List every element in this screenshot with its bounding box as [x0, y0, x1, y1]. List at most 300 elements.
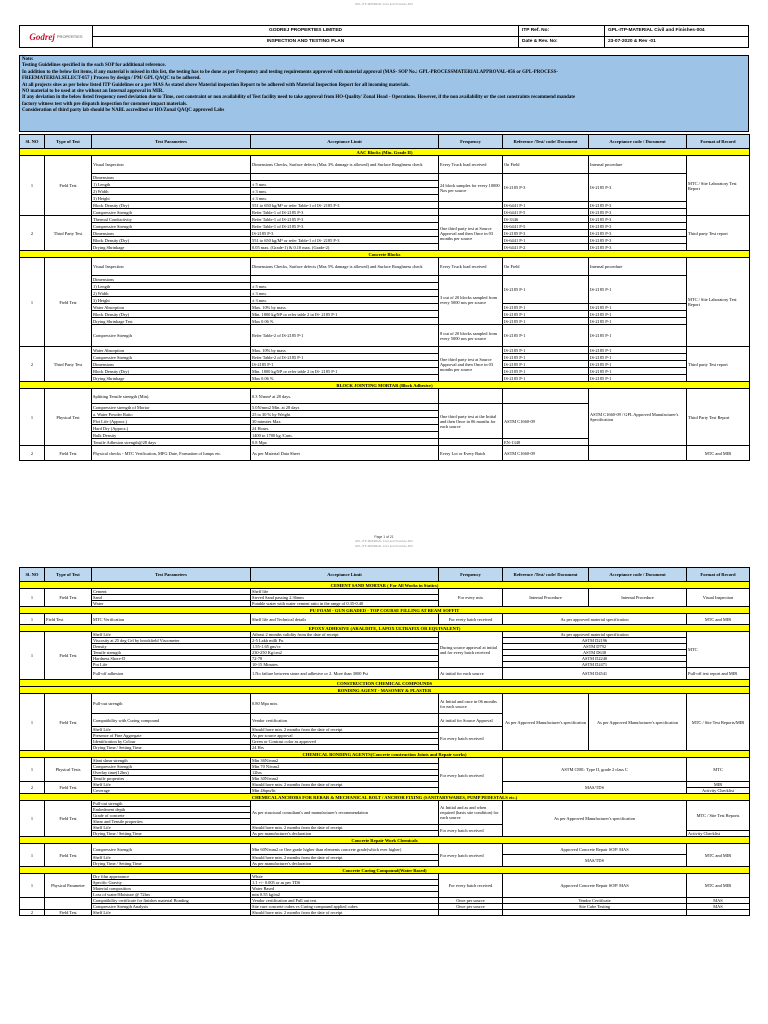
table-cell: IS-2185 P-3 — [589, 216, 687, 223]
table-cell: IS-2185 P-3 — [589, 174, 687, 202]
table-cell: 1.1 +/- 0.005 or as per TDS — [251, 880, 439, 886]
sl-number: 2 — [20, 782, 45, 794]
section-title: Concrete Blocks — [20, 251, 750, 258]
table-cell: Bulk Density — [92, 432, 251, 439]
table-cell: Max 0.06 % — [251, 318, 439, 325]
table-cell — [439, 439, 503, 446]
table-cell: 72-78 — [251, 656, 439, 662]
column-header: Frequency — [439, 568, 503, 582]
table-cell: Sand — [92, 595, 251, 601]
header-fine-print: GPL-ITP-MATERIAL Civil and Finishes-004 — [355, 3, 413, 6]
table-cell: As per structural consultant's and manufacturer's recommendation — [251, 801, 439, 825]
table-cell: One third party test at Source Approval and then Once in 03 months per source — [439, 347, 503, 382]
test-type: Field Test — [45, 446, 92, 461]
note-line: If any deviation in the below listed frequency need deviation due to Time, cost constraint or non availability of Test facility need to take approval from HO-Quality/ Zonal Head - Operations. However, if the non availability or the cost constraints recommend mandate — [22, 95, 576, 101]
table-cell: Compressive Strength — [92, 325, 251, 347]
table-cell: IS-6441 P-5 — [503, 223, 589, 230]
table-cell: ASTM D2240 — [503, 656, 687, 662]
note-line: Note: — [22, 57, 34, 62]
note-line: FREEMATERIALSELECT-057 ) Process by design / PM/ GPL QAQC to be adhered. — [22, 76, 201, 82]
table-cell: Shelf Life — [92, 727, 251, 733]
table-cell: 12hrs — [251, 770, 439, 776]
table-cell: MTC and MIR — [687, 614, 750, 625]
table-cell: As per manufacturer's declaration — [251, 861, 439, 867]
table-cell: Compressive Strength — [92, 223, 251, 230]
sl-number: 1 — [20, 389, 45, 446]
table-row — [20, 209, 750, 216]
table-cell: Shelf Life — [92, 855, 251, 861]
table-cell: 24 block samples for every 10000 Nos per source — [439, 174, 503, 202]
table-cell: Min 60N/mm2 or One grade higher than elements concrete grade(which ever higher) — [251, 844, 439, 855]
table-cell: Block Density (Dry) — [92, 311, 251, 318]
table-cell: MAS/TDS — [503, 855, 687, 867]
notes-box — [19, 55, 749, 132]
itp-table-page-1 — [19, 134, 750, 461]
table-cell: MTC / Site Laboratory Test Report — [687, 258, 750, 347]
date-value: 23-07-2020 & Rev -01 — [608, 39, 656, 44]
table-cell: IS-2185 P-1 — [503, 375, 589, 382]
table-cell: IS-2185 P-3 — [503, 230, 589, 237]
table-cell: IS-2185 P-3 — [251, 230, 439, 237]
table-cell: Pull-out strength — [92, 694, 251, 714]
table-cell: ± 3 mm. — [251, 188, 439, 195]
table-cell: 3) Height — [92, 195, 251, 202]
test-type: Field Test — [45, 589, 92, 607]
table-cell: IS-2185 P-1 — [589, 318, 687, 325]
table-cell: As per approved material specification — [503, 614, 687, 625]
table-cell: Vendor certification and Pull out test — [251, 898, 439, 904]
table-row — [20, 751, 750, 758]
table-cell: ASTM C881: Type II, grade 2 class C — [503, 758, 687, 782]
section-title: CEMENT SAND MORTAR ( For All Works in Statics) — [20, 582, 750, 589]
table-cell: 3 out of 20 blocks sampled from every 5000 nos per source — [439, 276, 503, 325]
table-cell: Tensile properties — [92, 776, 251, 782]
table-row — [20, 361, 750, 368]
table-cell: Drying Time / Setting Time — [92, 745, 251, 751]
table-cell — [251, 174, 439, 181]
table-row — [20, 304, 750, 311]
column-header: Sl. NO — [20, 568, 45, 582]
table-row — [20, 156, 750, 174]
table-row — [20, 582, 750, 589]
table-row — [20, 389, 750, 404]
table-cell: IS-6441 P-1 — [503, 202, 589, 209]
table-cell: IS-2185 P-1 — [503, 354, 589, 361]
table-cell: ASTM C1660-09 / GPL Approved Manufacturer's Specification — [589, 389, 687, 446]
table-cell: Pull-out strength — [92, 801, 251, 807]
table-row — [20, 867, 750, 874]
table-cell — [439, 202, 503, 209]
table-cell: IS-2185 P-1 — [589, 368, 687, 375]
company-logo — [20, 26, 93, 47]
table-cell: On Field — [503, 156, 589, 174]
table-cell: Visual Inspection — [687, 589, 750, 607]
table-cell: Max 0.06 % — [251, 375, 439, 382]
sl-number: 2 — [20, 910, 45, 916]
table-cell: ASTM C1660-09 — [503, 446, 589, 461]
test-type: Third Party Test — [45, 216, 92, 251]
page2-fine-print: GPL-ITP-MATERIAL Civil and Finishes-004 — [355, 545, 413, 548]
table-cell: IS-2185 P-3 — [589, 223, 687, 230]
table-row — [20, 382, 750, 389]
table-cell: Activity Checklist — [687, 831, 750, 837]
table-cell: 24 Hrs — [251, 745, 439, 751]
column-header: Frequency — [439, 135, 503, 149]
table-cell: Splitting Tensile strength (Min). — [92, 389, 251, 404]
table-cell: Every Truck load received — [439, 156, 503, 174]
document-header — [19, 25, 749, 48]
table-cell: Water Based — [251, 886, 439, 892]
table-cell: 551 to 650 kg/M³ or refer Table-1 of IS- 2185 P-3 — [251, 202, 439, 209]
table-cell: Cement — [92, 589, 251, 595]
table-cell: Compatibility with Curing compound — [92, 714, 251, 727]
table-cell: On Field — [503, 258, 589, 276]
table-cell: a. Water Powder Ratio — [92, 411, 251, 418]
table-cell: Approved Concrete Repair SOP/ MAS — [503, 874, 687, 898]
table-cell: Pull-off adhesion — [92, 668, 251, 680]
table-cell: 0.8 Mpa — [251, 439, 439, 446]
column-header: Format of Record — [687, 568, 750, 582]
table-cell: min 0.55 kg/m2 — [251, 892, 439, 898]
table-cell: Water Absorption — [92, 347, 251, 354]
table-cell: Block Density (Dry) — [92, 237, 251, 244]
table-cell: 24 Hours. — [251, 425, 439, 432]
sl-number: 1 — [20, 694, 45, 751]
column-header: Type of Test — [45, 135, 92, 149]
section-title: CHEMICAL BONDING AGENTS(Concrete construction Joints and Repair works) — [20, 751, 750, 758]
table-cell: IS-2185 P-3 — [589, 209, 687, 216]
table-cell: IS-2185 P-3 — [503, 174, 589, 202]
table-cell: IS-2185 P-1 — [251, 361, 439, 368]
table-cell: MTC / Site Laboratory Test Report — [687, 156, 750, 216]
table-row — [20, 318, 750, 325]
sl-number: 1 — [20, 844, 45, 867]
table-cell: Pull-off test report and MIR — [687, 668, 750, 680]
table-cell: 1400 to 1700 kg /Cum. — [251, 432, 439, 439]
table-cell: For every mix — [439, 589, 503, 607]
table-cell: Min 30N/mm2 — [251, 776, 439, 782]
plan-title: INSPECTION AND TESTING PLAN — [93, 37, 519, 47]
table-cell: 1.55-1.65 gm/cc — [251, 644, 439, 650]
table-cell: Max. 10% by mass — [251, 304, 439, 311]
table-row — [20, 237, 750, 244]
table-row — [20, 568, 750, 582]
test-type: Field Test — [45, 156, 92, 216]
table-row — [20, 230, 750, 237]
table-cell: ASTM D2196 — [503, 638, 687, 644]
table-cell: 3) Height — [92, 297, 251, 304]
table-cell: As per Approved Manufacturer's specification — [503, 801, 687, 837]
table-cell: ASTM D2471 — [503, 662, 687, 668]
table-cell: Grade of concrete — [92, 813, 251, 819]
table-row — [20, 244, 750, 251]
itp-ref-label: ITP Ref. No: — [519, 26, 605, 37]
table-cell: For every batch received — [439, 727, 503, 751]
table-cell: Drying Shrinkage — [92, 244, 251, 251]
table-cell — [439, 209, 503, 216]
table-cell: Coverage — [92, 788, 251, 794]
table-cell: 0.05 max. (Grade-1) & 0.10 max. (Grade-2) — [251, 244, 439, 251]
table-row — [20, 354, 750, 361]
table-cell: Refer Table-2 of IS-2185 P-1 — [251, 354, 439, 361]
table-cell: IS-6441 P-5 — [503, 209, 589, 216]
table-cell: IS-2185 P-1 — [503, 325, 589, 347]
table-cell: Block Density (Dry) — [92, 202, 251, 209]
table-cell: Internal procedure — [589, 156, 687, 174]
table-cell: Refer Table-1 of IS-2185 P-3 — [251, 216, 439, 223]
test-type: Physical Test — [45, 389, 92, 446]
section-title: Concrete Repair Work Chemicals — [20, 837, 750, 844]
table-cell: Potable water with water cement ratio in the range of 0.35-0.40 — [251, 601, 439, 607]
table-cell: 5.0N/mm2 Min. at 28 days — [251, 404, 439, 411]
table-cell — [687, 910, 750, 916]
table-cell: IS-2185 P-1 — [589, 276, 687, 304]
table-cell: ± 3 mm. — [251, 195, 439, 202]
table-cell: Compressive Strength — [92, 844, 251, 855]
table-cell: Compressive Strength — [92, 209, 251, 216]
table-cell: Should have min. 2 months from the date of receipt — [251, 910, 439, 916]
table-row — [20, 694, 750, 714]
table-cell: MTC and MIR — [687, 874, 750, 898]
itp-table-page-2 — [19, 567, 750, 916]
table-cell: Compressive Strength Analysis — [92, 904, 251, 910]
table-cell: As per Approved Manufacturer's specification — [503, 694, 589, 751]
table-cell: MTC / Site Test Reports — [687, 801, 750, 831]
table-cell: Hard Dry (Approx.) — [92, 425, 251, 432]
table-row — [20, 149, 750, 156]
section-title: BLOCK JOINTING MORTAR (Block Adhesive) — [20, 382, 750, 389]
table-cell: One third party test at Source Approval and then Once in 03 months per source — [439, 216, 503, 251]
table-row — [20, 216, 750, 223]
test-type: Physical Tests — [45, 758, 92, 782]
table-cell: MAS/TDS — [503, 782, 687, 794]
table-row — [20, 347, 750, 354]
table-cell: IS-2185 P-3 — [589, 237, 687, 244]
table-cell: Green or Contrast color as approved — [251, 739, 439, 745]
table-cell: 1) Length — [92, 283, 251, 290]
table-cell: Internal Procedure — [503, 589, 589, 607]
table-cell: Loss of water/Moisture @ 72hrs — [92, 892, 251, 898]
note-line: NO material to be used at site without an Internal approval in MIR. — [22, 89, 164, 95]
logo-text: Godrej — [29, 31, 55, 42]
column-header: Sl. NO — [20, 135, 45, 149]
table-cell: Overlay time(12hrs) — [92, 770, 251, 776]
table-cell: IS-2185 P-1 — [503, 361, 589, 368]
test-type: Field Test — [45, 844, 92, 867]
table-row — [20, 251, 750, 258]
table-cell: Refer Table-1 of IS-2185 P-3 — [251, 223, 439, 230]
table-row — [20, 794, 750, 801]
table-row — [20, 174, 750, 181]
table-cell: For every batch received — [439, 758, 503, 794]
table-cell: Once per source — [439, 898, 503, 904]
footer-fine-print: GPL-ITP-MATERIAL Civil and Finishes-004 — [355, 540, 413, 543]
table-cell: One third party test at the Initial and then Once in 06 months for each source — [439, 404, 503, 439]
table-cell: Atleast 2 months validity from the date of receipt — [251, 632, 439, 638]
table-cell: Hardness Shore-D — [92, 656, 251, 662]
table-row — [20, 325, 750, 347]
table-cell — [439, 389, 503, 404]
table-row — [20, 625, 750, 632]
table-cell: IS-2185 P-1 — [503, 368, 589, 375]
table-cell: Should have min. 2 months from the date of receipt — [251, 727, 439, 733]
table-cell: At Initial and as and when required (basis site condition) for each source — [439, 801, 503, 825]
column-header: Format of Record — [687, 135, 750, 149]
table-cell: 0.80 Mpa min. — [251, 694, 439, 714]
test-type: Field Test — [45, 801, 92, 837]
sl-number: 1 — [20, 874, 45, 898]
table-cell: 2-5 Lakh milli Pa. — [251, 638, 439, 644]
table-cell: Drying Time / Setting Time — [92, 861, 251, 867]
table-cell: Shelf Life — [92, 782, 251, 788]
table-cell: MTC / Site Test Reports/MIR — [687, 694, 750, 751]
table-cell: Should have min. 2 months from the date of receipt — [251, 855, 439, 861]
table-row — [20, 202, 750, 209]
table-cell: At Initial and once in 06 months for each source — [439, 694, 503, 714]
table-cell: ± 3 mm. — [251, 297, 439, 304]
table-cell: Shelf Life — [92, 910, 251, 916]
table-cell: Third Party Test Report — [687, 389, 750, 446]
table-cell: ASTM C1660-09 — [503, 404, 589, 439]
table-cell: MTC and MIR — [687, 446, 750, 461]
table-cell: Dimensions Checks, Surface defects (Max 5% damage is allowed) and Surface Roughness check — [251, 258, 439, 276]
table-cell: Min 36N/mm2 — [251, 758, 439, 764]
table-row — [20, 910, 750, 916]
table-cell: Once per source — [439, 904, 503, 910]
table-cell: Identification by Colour — [92, 739, 251, 745]
table-cell: 1) Length — [92, 181, 251, 188]
company-name: GODREJ PROPERTIES LIMITED — [93, 26, 519, 37]
sl-number: 1 — [20, 801, 45, 837]
table-cell: Shelf Life — [92, 825, 251, 831]
table-cell: IS-2185 P-1 — [589, 325, 687, 347]
table-cell: Refer Table-2 of IS-2185 P-1 — [251, 325, 439, 347]
table-cell: Block Density (Dry) — [92, 368, 251, 375]
table-cell: Approved Concrete Repair SOP/ MAS — [503, 844, 687, 855]
table-cell: Dimensions — [92, 361, 251, 368]
table-cell: 2) Width — [92, 188, 251, 195]
table-cell: IS-2185 P-3 — [589, 202, 687, 209]
table-cell: Shelf Life — [92, 632, 251, 638]
table-cell: MTC — [687, 632, 750, 668]
column-header: Acceptance Limit — [251, 135, 439, 149]
table-cell: Visual Inspection — [92, 258, 251, 276]
sl-number: 1 — [20, 632, 45, 680]
table-cell: Compressive Strength — [92, 764, 251, 770]
column-header: Test Parameters — [92, 568, 251, 582]
table-cell — [251, 276, 439, 283]
table-cell: IS-2185 P-1 — [589, 304, 687, 311]
table-cell: Density — [92, 644, 251, 650]
test-type: Field Test — [45, 694, 92, 751]
section-title: EPOXY ADHESIVE (ARALDITE, LAPOX ULTRAFIX OR EQUIVALENT) — [20, 625, 750, 632]
table-row — [20, 837, 750, 844]
table-cell — [439, 910, 503, 916]
table-cell: Internal Procedure — [589, 589, 687, 607]
table-cell: At initial for each source — [439, 668, 503, 680]
table-cell: As per source approval — [251, 733, 439, 739]
table-row — [20, 135, 750, 149]
table-cell: Compressive Strength — [92, 354, 251, 361]
table-cell: As per Material Data Sheet — [251, 446, 439, 461]
table-row — [20, 614, 750, 625]
table-cell: IS-2185 P-1 — [503, 318, 589, 325]
sl-number: 1 — [20, 758, 45, 782]
table-cell: Dimensions — [92, 174, 251, 181]
table-cell: Tensile strength — [92, 650, 251, 656]
table-cell: Drying Time / Setting Time — [92, 831, 251, 837]
table-cell: Water — [92, 601, 251, 607]
table-cell: As per Approved Manufacturer's specification — [589, 694, 687, 751]
section-title: BONDING AGENT - MASONRY & PLASTER — [20, 687, 750, 694]
sl-number: 2 — [20, 347, 45, 382]
page-number: Page 1 of 21 — [374, 535, 394, 539]
table-cell: Material composition — [92, 886, 251, 892]
table-cell: IS-2185 P-1 — [503, 347, 589, 354]
table-cell: IS-6441 P-1 — [503, 237, 589, 244]
table-cell: IS-2185 P-1 — [589, 347, 687, 354]
table-cell: ± 3 mm. — [251, 290, 439, 297]
table-cell: Physical checks - MTC Verification, MFG Date, Formation of lumps etc. — [92, 446, 251, 461]
table-cell: IS-2185 P-3 — [589, 230, 687, 237]
test-type: Physical Parameter — [45, 874, 92, 898]
table-row — [20, 276, 750, 283]
table-cell: Sieved Sand passing 2.36mm — [251, 595, 439, 601]
table-cell: At initial for Source Approval — [439, 714, 503, 727]
table-cell: Vendor Certificate — [503, 898, 687, 904]
table-cell: Shelf life and Technical details — [251, 614, 439, 625]
table-cell: IS-2185 P-1 — [503, 304, 589, 311]
table-row — [20, 446, 750, 461]
table-cell: MIR — [687, 782, 750, 788]
column-header: Acceptance code / Document — [589, 568, 687, 582]
table-cell: 551 to 650 kg/M³ or refer Table-1 of IS- 2185 P-3 — [251, 237, 439, 244]
table-cell: 230-250 Kg/cm2 — [251, 650, 439, 656]
table-cell: Min. 1800 kg/M³ or refer table 2 in IS- 2185 P-1 — [251, 311, 439, 318]
test-type: Field Test — [45, 910, 92, 916]
sl-number: 1 — [20, 156, 45, 216]
table-cell: For every batch received — [439, 825, 503, 837]
sl-number: 1 — [20, 589, 45, 607]
table-cell: Shelf life — [251, 589, 439, 595]
table-cell: Drying Shrinkage — [92, 375, 251, 382]
table-cell: Max. 10% by mass — [251, 347, 439, 354]
column-header: Type of Test — [45, 568, 92, 582]
table-cell: ASTM D792 — [503, 644, 687, 650]
itp-ref-value: GPL-ITP-MATERIAL Civil and Finishes-004 — [605, 26, 748, 37]
table-cell: As per approved material specification — [503, 632, 687, 638]
table-row — [20, 258, 750, 276]
table-cell: EN-1348 — [503, 439, 589, 446]
table-cell: Visual Inspection — [92, 156, 251, 174]
table-cell — [503, 910, 687, 916]
note-line: At all projects sites as per below listed ITP Guidelines or a per MAS As stated above Material inspection Report to be adhered with Material Inspection Report for all incoming materials. — [22, 82, 410, 88]
table-cell — [20, 898, 45, 910]
table-cell: IS-2185 P-1 — [589, 361, 687, 368]
table-cell: Shear and Tensile properties — [92, 819, 251, 825]
table-cell: Embedment depth — [92, 807, 251, 813]
note-line: factory witness test with pre dispatch inspection for customer impact materials. — [22, 101, 188, 107]
test-type: Field Test — [45, 258, 92, 347]
table-cell: Site Cube Testing — [503, 904, 687, 910]
column-header: Test Parameters — [92, 135, 251, 149]
test-type: Field Test — [45, 614, 92, 625]
table-cell: Should have min. 2 months from the date of receipt — [251, 825, 439, 831]
table-cell: MAS — [687, 904, 750, 910]
table-cell: For every batch received — [439, 844, 503, 867]
table-cell: Every Lot or Every Batch — [439, 446, 503, 461]
table-cell: MTC and MIR — [687, 844, 750, 867]
